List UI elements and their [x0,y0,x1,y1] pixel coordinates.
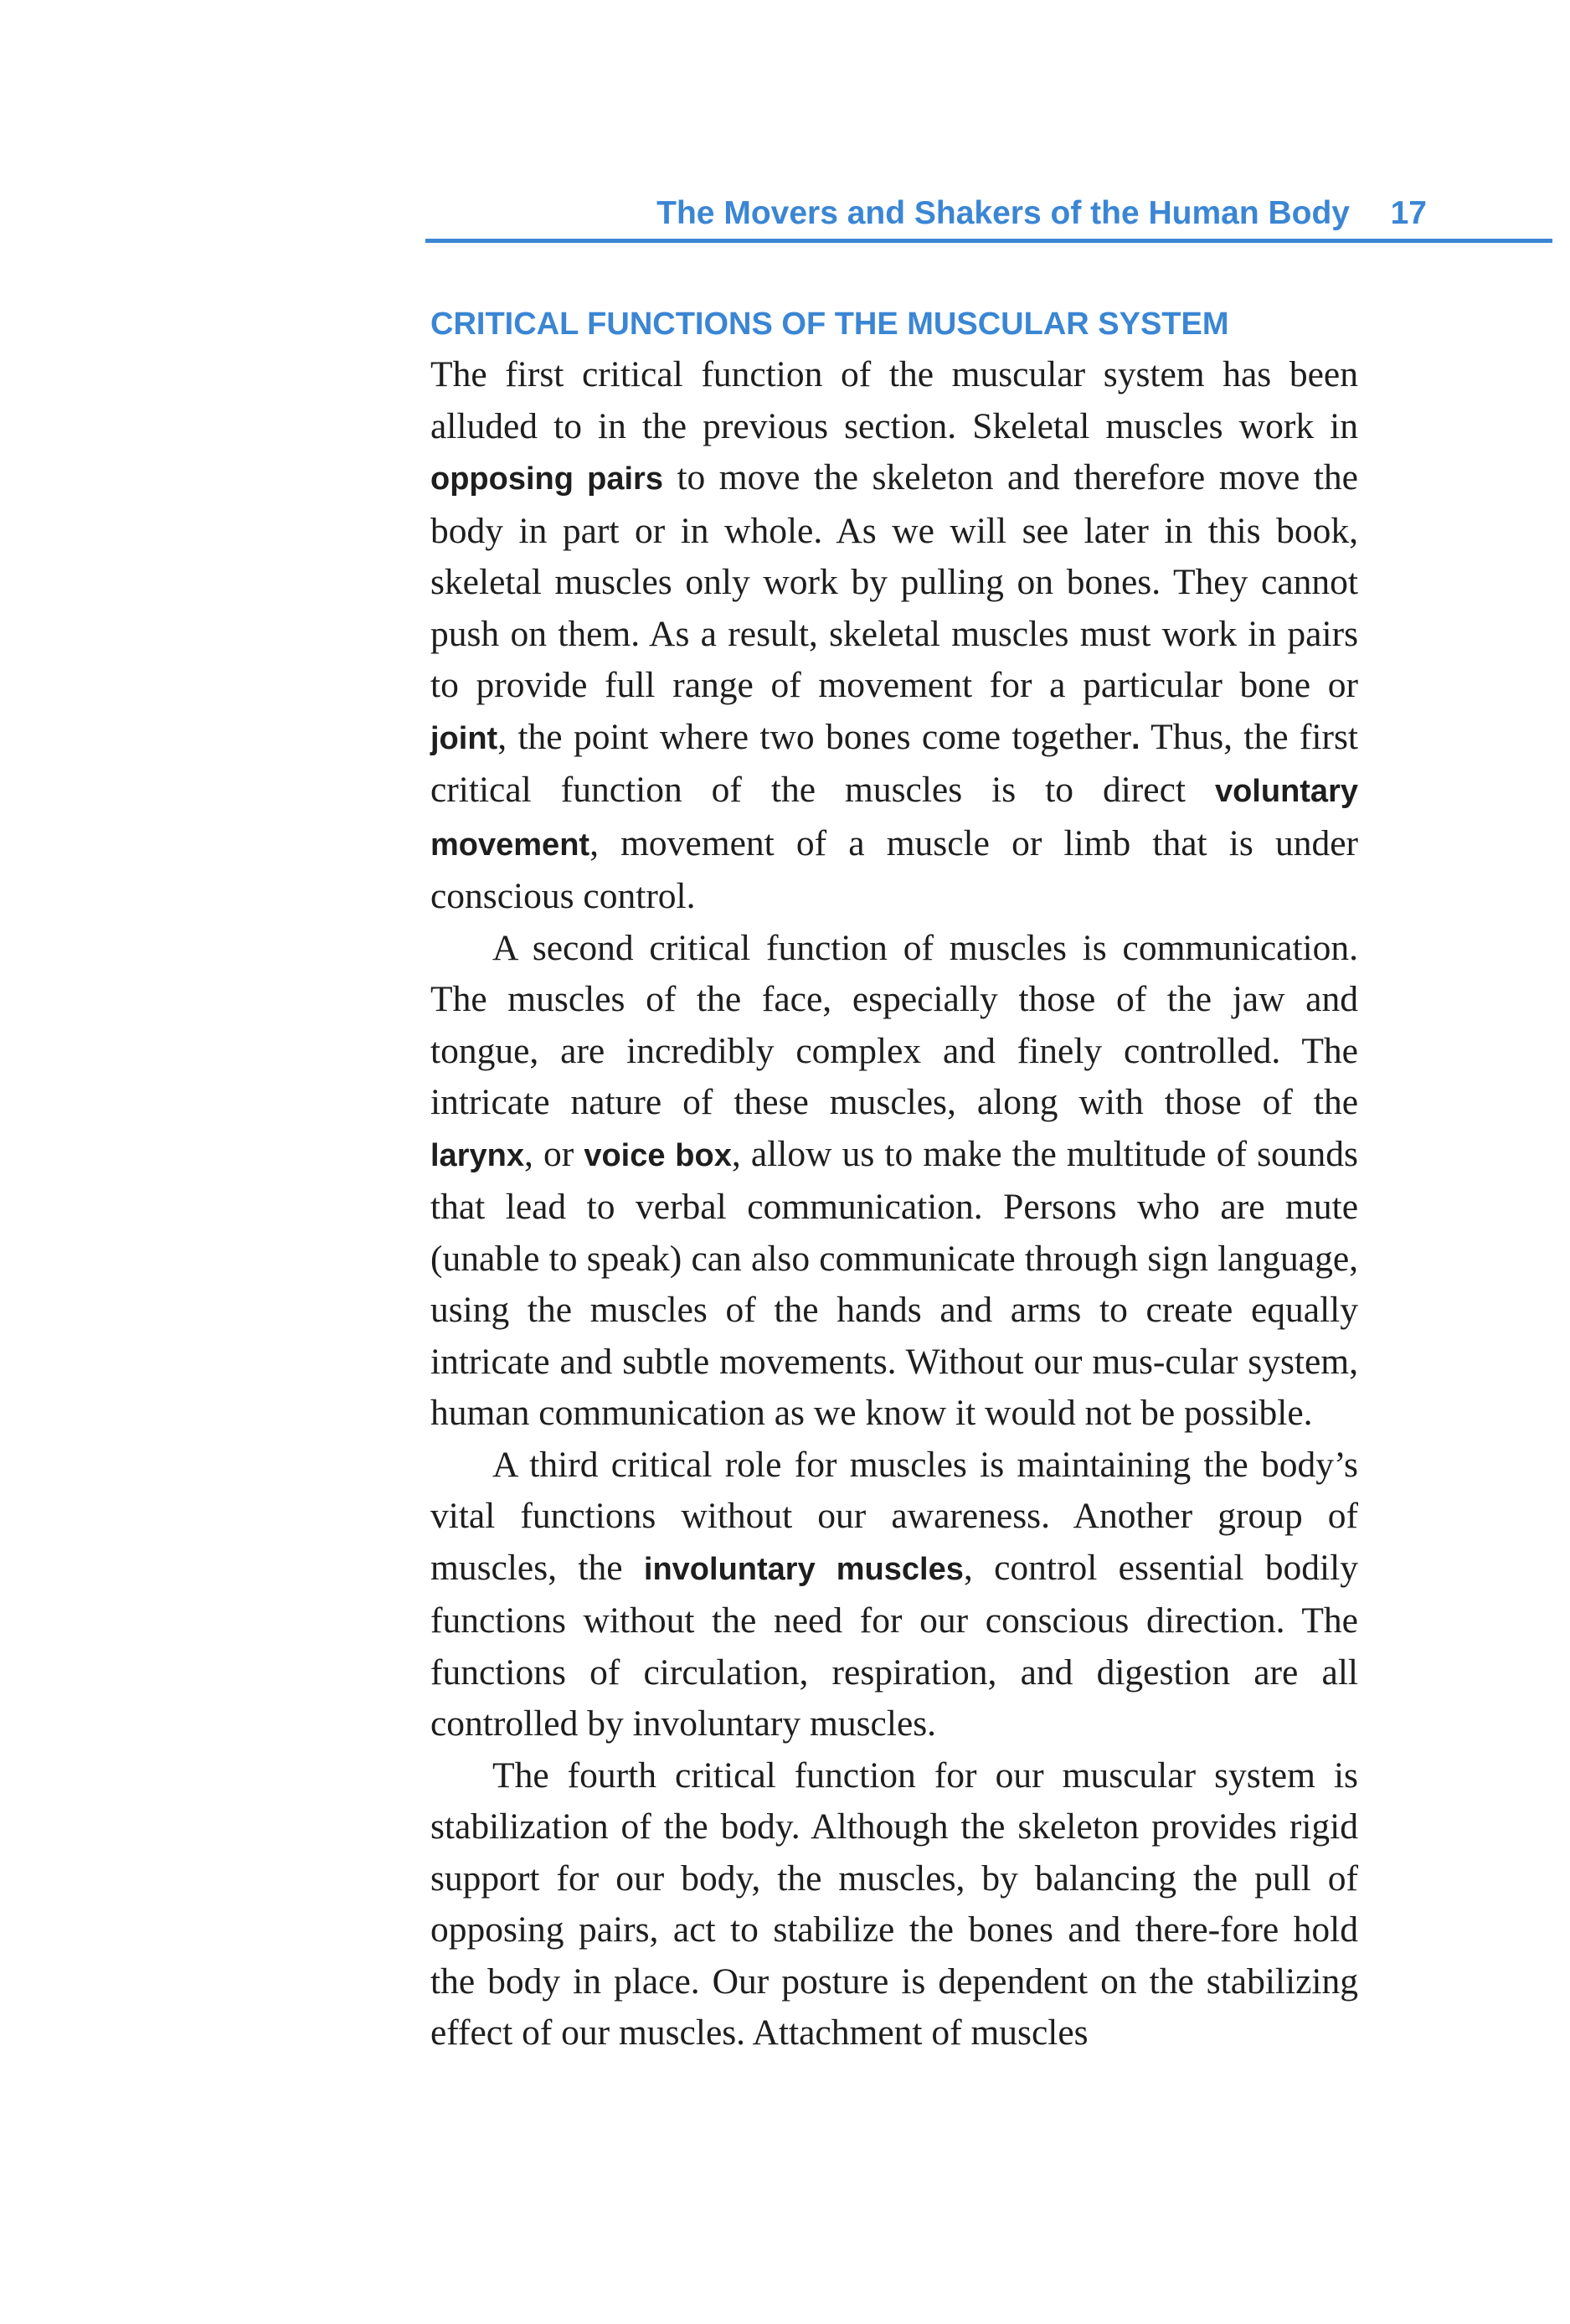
paragraph-text: , or [523,1133,584,1174]
paragraph-text: A second critical function of muscles is communication. The muscles of the face, especially those of the jaw and tongue, are incredibly complex and finely controlled. The intricate nature of these muscles, along with those of the [430,927,1358,1122]
paragraph-text: , movement of a muscle or limb that is under conscious control. [430,822,1358,916]
key-term-voice-box: voice box [584,1137,732,1173]
key-term-opposing-pairs: opposing pairs [430,461,663,497]
paragraph-text: , allow us to make the multitude of sounds that lead to verbal communication. Persons who are mute (unable to speak) can also communicate through sign language, using the muscles of the hands and arms to create equally intricate and subtle movements. Without our mus-cular system, human communication as we know it would not be possible. [430,1133,1358,1433]
paragraph-4 [430,1750,1358,2059]
paragraph-text: Thus, the first critical function of the muscles is to direct [430,716,1358,810]
paragraph-text: The fourth critical function for our muscular system is stabilization of the body. Although the skeleton provides rigid support for our body, the muscles, by balancing the pull of opposing pairs, act to stabilize the bones and there-fore hold the body in place. Our posture is dependent on the stabilizing effect of our muscles. Attachment of muscles [430,1755,1358,2053]
page-body [430,299,1358,2059]
key-term-involuntary-muscles: involuntary muscles [643,1551,964,1587]
paragraph-text: , the point where two bones come together [497,716,1131,757]
paragraph-3 [430,1440,1358,1750]
key-term-larynx: larynx [430,1137,524,1173]
running-head [425,189,1552,243]
paragraph-text: The first critical function of the muscular system has been alluded to in the previous section. Skeletal muscles work in [430,354,1358,446]
paragraph-text: to move the skeleton and therefore move the body in part or in whole. As we will see later in this book, skeletal muscles only work by pulling on bones. They cannot push on them. As a result, skeletal muscles must work in pairs to provide full range of movement for a particular bone or [430,457,1358,705]
key-term-voluntary-movement: voluntary movement [430,774,1358,863]
bold-period: . [1131,720,1140,756]
paragraph-1 [430,349,1358,923]
paragraph-text: , control essential bodily functions without the need for our conscious direction. The functions of circulation, respiration, and digestion are all controlled by involuntary muscles. [430,1547,1358,1744]
paragraph-text: A third critical role for muscles is maintaining the body’s vital functions without our awareness. Another group of muscles, the [430,1444,1358,1588]
key-term-joint: joint [430,720,498,756]
section-heading: CRITICAL FUNCTIONS OF THE MUSCULAR SYSTEM [430,307,1229,342]
running-title: The Movers and Shakers of the Human Body [656,195,1350,231]
paragraph-2 [430,923,1358,1440]
page-number: 17 [1390,195,1427,231]
